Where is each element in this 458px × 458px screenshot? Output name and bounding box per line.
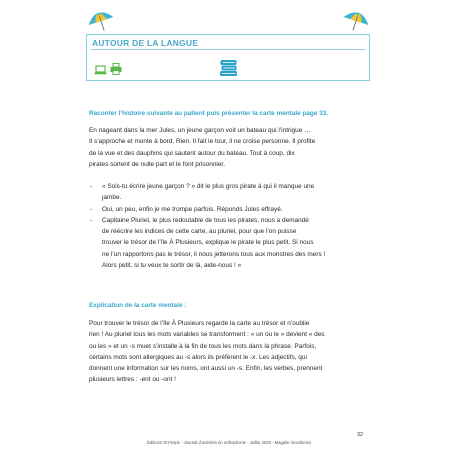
printer-icon [110, 63, 122, 75]
text-line: Alors petit, si tu veux te sortir de là, aide-nous ! » [102, 262, 242, 270]
dialog-item: - « Sois-tu écrire jeune garçon ? » dit le plus gros pirate à qui il manque une jambe. [89, 181, 371, 204]
text-line: pirates sortent de nulle part et le font prisonnier. [89, 160, 225, 168]
text-line: En nageant dans la mer Jules, un jeune garçon voit un bateau qui l’intrigue … [89, 127, 311, 134]
text-line: rien ! Au pluriel tous les mots variables se transforment : « un ou le » devient « des [89, 331, 325, 339]
page-number: 32 [357, 432, 363, 438]
page-title: AUTOUR DE LA LANGUE [92, 38, 199, 48]
text-line: plusieurs lettres : -ent ou -ont ! [89, 376, 176, 384]
section-header [86, 34, 370, 81]
explanation-heading: Explication de la carte mentale : [89, 302, 187, 309]
text-line: Pour trouver le trésor de l’île À Plusieurs regarde la carte au trésor et n’oublie [89, 320, 310, 327]
text-line: certains mots sont allergiques au -s alors ils préfèrent le -x. Les adjectifs, qui [89, 353, 307, 361]
text-line: « Sois-tu écrire jeune garçon ? » dit le plus gros pirate à qui il manque une [102, 183, 315, 190]
instruction-heading: Raconter l’histoire suivante au patient puis présenter la carte mentale page 33. [89, 110, 329, 117]
story-paragraph [89, 125, 369, 170]
dialog-item: - Capitaine Pluriel, le plus redoutable de tous les pirates, nous a demandé de réécrire les indices de cette carte, au pluriel, pour que l’on puisse trouver le trésor de l’île À Plusieurs, explique le pirate le plus petit. Si nous ne l’un rapportons pas le trésor, il nous jetterons tous aux monstres des mers ! Alors petit, si tu veux te sortir de là, aide-nous ! » [89, 215, 371, 271]
text-line: Capitaine Pluriel, le plus redoutable de tous les pirates, nous a demandé [102, 216, 309, 224]
laptop-icon [94, 65, 107, 75]
text-line: donnent une information sur les noms, ont aussi un -s. Enfin, les verbes, prennent [89, 365, 323, 373]
dialog-item: - Oui, un peu, enfin je me trompe parfois. Réponds Jules effrayé. [89, 204, 371, 215]
divider [91, 49, 365, 50]
beach-umbrella-icon [86, 10, 116, 32]
dialog-list [89, 181, 371, 271]
footer-credits: Éditions Ort’inspir - Journal d’activités en orthophonie - Juillet 2020 - Magalie Vicedomini [147, 440, 311, 445]
text-line: de la vue et des dauphins qui sautent autour du bateau. Tout à coup, dix [89, 149, 295, 157]
text-line: ou les » et un -s muet s’installe à la fin de tous les mots dans la phrase. Parfois, [89, 342, 317, 350]
text-line: ne l’un rapportons pas le trésor, il nous jetterons tous aux monstres des mers ! [102, 250, 326, 258]
text-line: trouver le trésor de l’île À Plusieurs, explique le pirate le plus petit. Si nous [102, 239, 314, 247]
books-icon [219, 59, 238, 77]
explanation-paragraph [89, 318, 369, 386]
text-line: jambe. [102, 194, 122, 202]
text-line: Il s’approche et monte à bord. Rien. Il fait le tour, il ne croise personne. Il profite [89, 138, 316, 146]
beach-umbrella-icon [341, 10, 371, 32]
text-line: Oui, un peu, enfin je me trompe parfois. Réponds Jules effrayé. [102, 205, 283, 213]
text-line: de réécrire les indices de cette carte, au pluriel, pour que l’on puisse [102, 228, 297, 236]
